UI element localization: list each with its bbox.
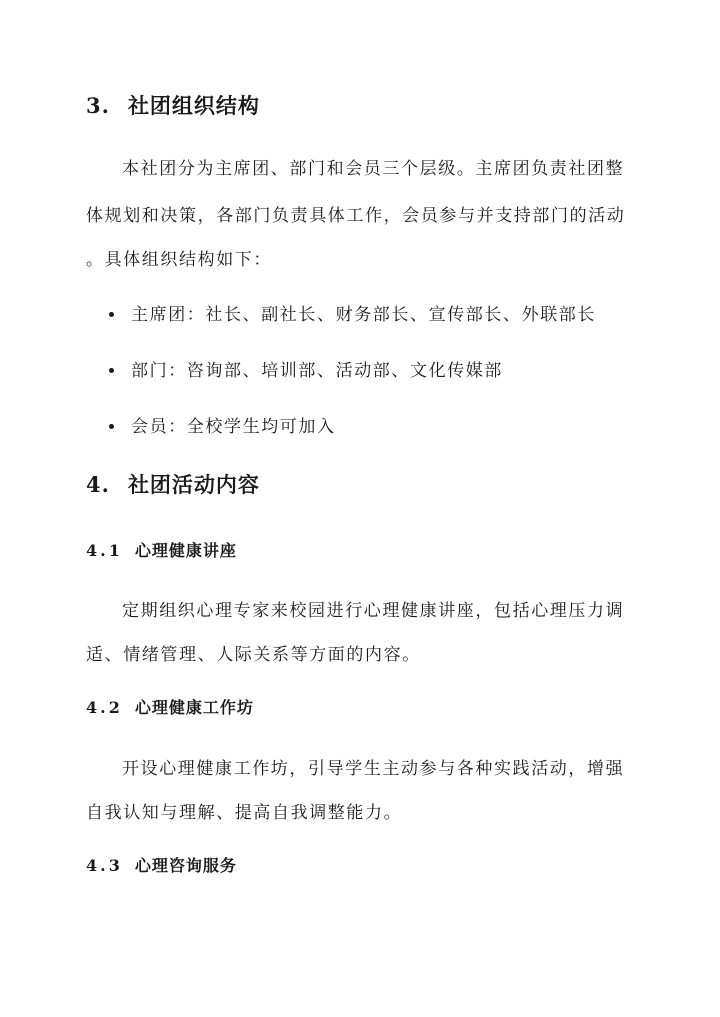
bullet-item-members: 会员：全校学生均可加入 xyxy=(131,417,336,437)
subsection-4-1-number: 4.1 xyxy=(86,541,123,560)
subsection-4-3-number: 4.3 xyxy=(86,856,123,875)
section-3-number: 3. xyxy=(86,93,110,118)
bullet-item-departments: 部门：咨询部、培训部、活动部、文化传媒部 xyxy=(131,361,503,381)
bullet-dot xyxy=(109,312,114,317)
subsection-4-1-line-2: 适、情绪管理、人际关系等方面的内容。 xyxy=(86,645,421,665)
subsection-4-1-title: 心理健康讲座 xyxy=(134,541,237,560)
bullet-dot xyxy=(109,424,114,429)
subsection-4-3-heading xyxy=(86,853,237,876)
subsection-4-1-line-1: 定期组织心理专家来校园进行心理健康讲座，包括心理压力调 xyxy=(122,601,625,621)
section-3-heading xyxy=(86,90,260,120)
section-3-para-line-1: 本社团分为主席团、部门和会员三个层级。主席团负责社团整 xyxy=(122,159,625,179)
subsection-4-2-line-2: 自我认知与理解、提高自我调整能力。 xyxy=(86,803,403,823)
subsection-4-2-line-1: 开设心理健康工作坊，引导学生主动参与各种实践活动，增强 xyxy=(122,759,625,779)
bullet-item-presidium: 主席团：社长、副社长、财务部长、宣传部长、外联部长 xyxy=(131,305,596,325)
section-4-heading xyxy=(86,469,260,499)
section-3-para-line-2: 体规划和决策，各部门负责具体工作，会员参与并支持部门的活动 xyxy=(86,206,626,226)
subsection-4-2-title: 心理健康工作坊 xyxy=(134,698,254,717)
section-4-title: 社团活动内容 xyxy=(127,472,260,497)
section-3-para-line-3: 。具体组织结构如下： xyxy=(86,250,272,270)
section-4-number: 4. xyxy=(86,472,110,497)
subsection-4-2-number: 4.2 xyxy=(86,698,123,717)
bullet-dot xyxy=(109,368,114,373)
subsection-4-1-heading xyxy=(86,538,237,561)
section-3-title: 社团组织结构 xyxy=(127,93,260,118)
subsection-4-2-heading xyxy=(86,695,254,718)
subsection-4-3-title: 心理咨询服务 xyxy=(134,856,237,875)
